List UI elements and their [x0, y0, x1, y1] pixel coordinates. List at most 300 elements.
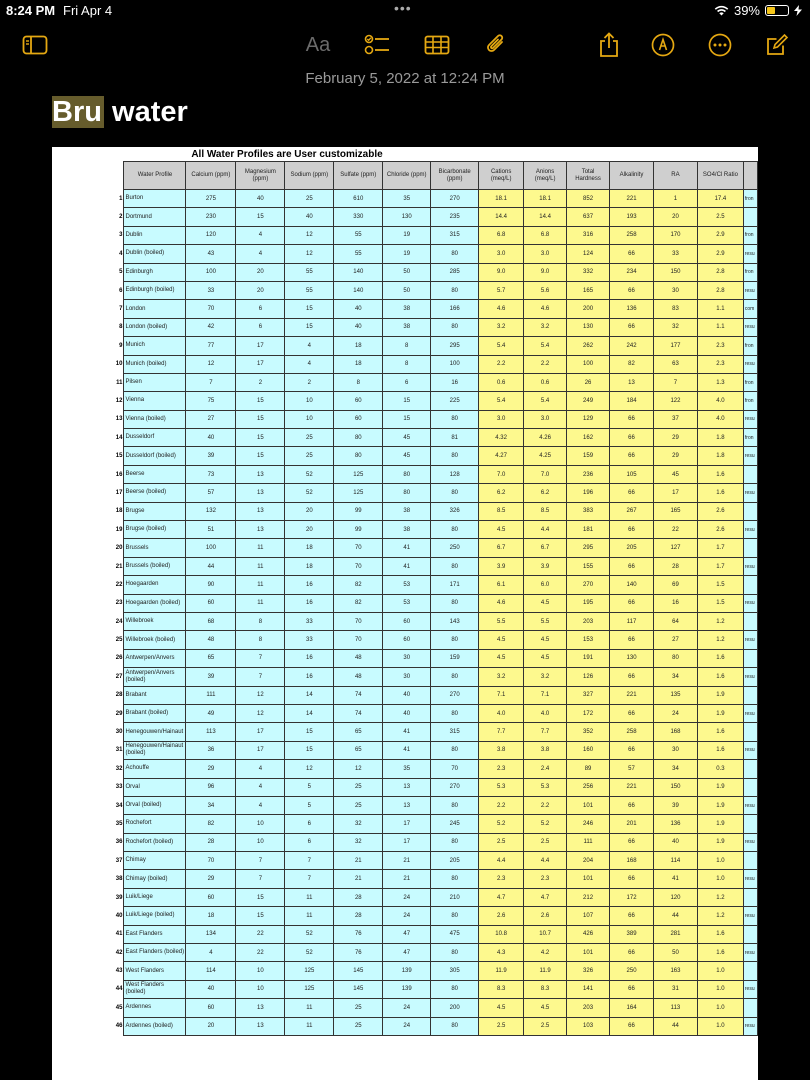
- table-cell: 28: [186, 833, 236, 851]
- table-cell: 1.7: [697, 539, 743, 557]
- table-cell: 170: [654, 226, 698, 244]
- table-cell: 38: [383, 502, 431, 520]
- toolbar: [0, 30, 810, 62]
- table-cell: 4.5: [479, 631, 524, 649]
- table-cell: 1.6: [697, 741, 743, 759]
- table-cell: 171: [431, 576, 479, 594]
- status-right: [714, 3, 802, 18]
- table-cell: 1.9: [697, 796, 743, 814]
- table-cell: 7.7: [524, 723, 567, 741]
- table-cell: 3.9: [524, 557, 567, 575]
- table-cell: 3.0: [479, 410, 524, 428]
- table-row: [108, 281, 758, 299]
- table-row: [108, 962, 758, 980]
- table-cell: 1.0: [697, 870, 743, 888]
- table-cell: 6: [383, 373, 431, 391]
- table-cell: 66: [610, 1017, 654, 1035]
- table-cell: 15: [285, 741, 334, 759]
- paperclip-icon[interactable]: [481, 30, 511, 60]
- table-cell: 7.1: [524, 686, 567, 704]
- column-header: RA: [654, 162, 698, 190]
- table-cell: 113: [186, 723, 236, 741]
- table-cell: 80: [431, 557, 479, 575]
- table-cell: resu: [743, 870, 757, 888]
- row-number: 3: [108, 226, 124, 244]
- table-cell: 66: [610, 557, 654, 575]
- table-cell: 45: [383, 429, 431, 447]
- table-cell: 236: [567, 465, 610, 483]
- row-number: 16: [108, 465, 124, 483]
- note-date: February 5, 2022 at 12:24 PM: [305, 70, 505, 87]
- table-cell: 166: [431, 300, 479, 318]
- table-cell: 3.9: [479, 557, 524, 575]
- table-cell: 120: [654, 888, 698, 906]
- table-cell: 6.8: [524, 226, 567, 244]
- table-cell: 38: [383, 318, 431, 336]
- table-cell: 28: [334, 907, 383, 925]
- table-cell: 3.0: [479, 245, 524, 263]
- table-cell: 21: [383, 852, 431, 870]
- row-number: 33: [108, 778, 124, 796]
- table-cell: 80: [431, 631, 479, 649]
- table-cell: 60: [186, 594, 236, 612]
- table-cell: 203: [567, 612, 610, 630]
- table-cell: 101: [567, 944, 610, 962]
- table-cell: 117: [610, 612, 654, 630]
- row-number: 29: [108, 704, 124, 722]
- table-cell: 13: [383, 796, 431, 814]
- table-cell: resu: [743, 980, 757, 998]
- table-cell: 7: [236, 649, 285, 667]
- row-number: 26: [108, 649, 124, 667]
- table-cell: 66: [610, 429, 654, 447]
- table-cell: 20: [654, 208, 698, 226]
- table-cell: 172: [610, 888, 654, 906]
- table-cell: 235: [431, 208, 479, 226]
- table-cell: 80: [334, 429, 383, 447]
- table-row: [108, 576, 758, 594]
- table-cell: 90: [186, 576, 236, 594]
- table-cell: 1.0: [697, 1017, 743, 1035]
- table-cell: 16: [285, 594, 334, 612]
- table-cell: 11: [236, 576, 285, 594]
- table-cell: 80: [431, 870, 479, 888]
- table-cell: 1.2: [697, 907, 743, 925]
- table-cell: 69: [654, 576, 698, 594]
- table-cell: 30: [654, 741, 698, 759]
- table-cell: 22: [654, 521, 698, 539]
- table-cell: 3.2: [524, 668, 567, 686]
- table-cell: 40: [186, 429, 236, 447]
- table-cell: 8: [236, 612, 285, 630]
- table-row: [108, 557, 758, 575]
- table-cell: 6: [236, 300, 285, 318]
- table-cell: 4: [236, 226, 285, 244]
- row-number: 1: [108, 190, 124, 208]
- format-button[interactable]: Aa: [305, 33, 331, 56]
- row-number: 2: [108, 208, 124, 226]
- table-cell: fron: [743, 392, 757, 410]
- table-cell: 80: [431, 410, 479, 428]
- table-cell: 4.4: [524, 852, 567, 870]
- table-cell: resu: [743, 741, 757, 759]
- table-cell: 15: [236, 392, 285, 410]
- table-row: [108, 944, 758, 962]
- markup-icon[interactable]: [648, 30, 678, 60]
- table-cell: 14: [285, 686, 334, 704]
- attached-document[interactable]: [52, 147, 758, 1080]
- table-cell: 39: [186, 668, 236, 686]
- table-cell: 4.6: [479, 300, 524, 318]
- table-cell: 262: [567, 337, 610, 355]
- table-cell: 100: [186, 263, 236, 281]
- table-row: [108, 263, 758, 281]
- table-row: [108, 796, 758, 814]
- profile-name-cell: Dortmund: [124, 208, 186, 226]
- table-cell: 76: [334, 944, 383, 962]
- table-cell: 12: [334, 760, 383, 778]
- row-number: 19: [108, 521, 124, 539]
- table-cell: 127: [654, 539, 698, 557]
- table-cell: 35: [383, 760, 431, 778]
- row-number: 12: [108, 392, 124, 410]
- table-cell: 17.4: [697, 190, 743, 208]
- table-cell: 10: [236, 962, 285, 980]
- table-cell: 2.6: [697, 521, 743, 539]
- table-cell: 2.3: [524, 870, 567, 888]
- table-cell: 82: [610, 355, 654, 373]
- table-cell: 57: [610, 760, 654, 778]
- table-cell: 18: [285, 557, 334, 575]
- table-cell: 270: [431, 778, 479, 796]
- table-cell: 38: [383, 300, 431, 318]
- table-cell: 6.0: [524, 576, 567, 594]
- table-cell: 195: [567, 594, 610, 612]
- table-cell: 4: [236, 778, 285, 796]
- multitasking-dots-icon[interactable]: •••: [394, 0, 412, 16]
- table-cell: 1.0: [697, 852, 743, 870]
- profile-name-cell: East Flanders: [124, 925, 186, 943]
- table-cell: 15: [236, 410, 285, 428]
- table-cell: 20: [285, 521, 334, 539]
- table-cell: 89: [567, 760, 610, 778]
- table-row: [108, 907, 758, 925]
- table-cell: 1.5: [697, 594, 743, 612]
- table-cell: 70: [186, 300, 236, 318]
- table-cell: 52: [285, 465, 334, 483]
- table-cell: 130: [567, 318, 610, 336]
- table-cell: [743, 962, 757, 980]
- table-cell: 6: [236, 318, 285, 336]
- table-cell: 66: [610, 741, 654, 759]
- profile-name-cell: Munich: [124, 337, 186, 355]
- table-cell: 80: [431, 484, 479, 502]
- table-cell: 60: [383, 612, 431, 630]
- row-number: 32: [108, 760, 124, 778]
- table-cell: 2: [236, 373, 285, 391]
- table-cell: 4: [236, 245, 285, 263]
- table-cell: 15: [236, 447, 285, 465]
- profile-name-cell: Dublin (boiled): [124, 245, 186, 263]
- title-rest: water: [103, 96, 188, 128]
- table-cell: 47: [383, 925, 431, 943]
- table-cell: 80: [431, 594, 479, 612]
- table-cell: 145: [334, 962, 383, 980]
- status-date: Fri Apr 4: [63, 3, 113, 18]
- table-cell: 8.5: [479, 502, 524, 520]
- table-cell: 5.2: [479, 815, 524, 833]
- table-cell: fron: [743, 190, 757, 208]
- table-cell: 40: [236, 190, 285, 208]
- table-cell: 30: [383, 649, 431, 667]
- table-cell: 29: [186, 760, 236, 778]
- table-cell: 637: [567, 208, 610, 226]
- table-cell: 150: [654, 263, 698, 281]
- table-row: [108, 1017, 758, 1035]
- table-cell: 100: [186, 539, 236, 557]
- table-cell: 330: [334, 208, 383, 226]
- table-cell: [743, 576, 757, 594]
- table-cell: 4.5: [479, 649, 524, 667]
- table-cell: 7.0: [524, 465, 567, 483]
- table-cell: 63: [654, 355, 698, 373]
- table-cell: 25: [334, 778, 383, 796]
- table-cell: resu: [743, 631, 757, 649]
- table-cell: 65: [334, 741, 383, 759]
- table-cell: 24: [383, 907, 431, 925]
- table-cell: 1.8: [697, 447, 743, 465]
- profile-name-cell: Vienna (boiled): [124, 410, 186, 428]
- table-cell: 24: [383, 1017, 431, 1035]
- table-row: [108, 870, 758, 888]
- table-cell: 2.5: [697, 208, 743, 226]
- table-cell: 80: [431, 245, 479, 263]
- table-cell: 57: [186, 484, 236, 502]
- table-cell: 34: [186, 796, 236, 814]
- table-cell: 2.5: [524, 1017, 567, 1035]
- table-cell: 82: [186, 815, 236, 833]
- table-cell: 36: [186, 741, 236, 759]
- table-body: [108, 190, 758, 1036]
- table-cell: 1.9: [697, 833, 743, 851]
- table-cell: 0.3: [697, 760, 743, 778]
- table-row: [108, 392, 758, 410]
- table-cell: 44: [186, 557, 236, 575]
- table-cell: 1.6: [697, 465, 743, 483]
- table-cell: 0.6: [479, 373, 524, 391]
- table-cell: 2.3: [479, 760, 524, 778]
- table-cell: 2.6: [479, 907, 524, 925]
- table-cell: 4.32: [479, 429, 524, 447]
- table-row: [108, 300, 758, 318]
- table-cell: 45: [654, 465, 698, 483]
- table-cell: 250: [431, 539, 479, 557]
- table-cell: 12: [236, 704, 285, 722]
- row-number: 10: [108, 355, 124, 373]
- row-number: 18: [108, 502, 124, 520]
- table-cell: 66: [610, 796, 654, 814]
- table-cell: 1.2: [697, 631, 743, 649]
- table-cell: 1.2: [697, 612, 743, 630]
- table-cell: 4.27: [479, 447, 524, 465]
- table-cell: 22: [236, 944, 285, 962]
- table-cell: 17: [236, 337, 285, 355]
- table-row: [108, 686, 758, 704]
- table-cell: resu: [743, 833, 757, 851]
- table-cell: 66: [610, 245, 654, 263]
- table-cell: 34: [654, 760, 698, 778]
- table-cell: 80: [431, 741, 479, 759]
- table-cell: 32: [334, 815, 383, 833]
- share-icon[interactable]: [594, 30, 624, 60]
- table-cell: fron: [743, 226, 757, 244]
- compose-icon[interactable]: [762, 30, 792, 60]
- table-cell: 11.9: [524, 962, 567, 980]
- profile-name-cell: Dublin: [124, 226, 186, 244]
- table-row: [108, 465, 758, 483]
- table-cell: 5.3: [524, 778, 567, 796]
- row-number: 41: [108, 925, 124, 943]
- status-time: 8:24 PM: [6, 3, 56, 18]
- table-cell: 1.6: [697, 925, 743, 943]
- table-row: [108, 631, 758, 649]
- table-cell: 19: [383, 226, 431, 244]
- table-cell: 4.4: [479, 852, 524, 870]
- row-number: 27: [108, 668, 124, 686]
- row-number: 11: [108, 373, 124, 391]
- table-cell: 270: [431, 686, 479, 704]
- table-cell: 17: [654, 484, 698, 502]
- table-cell: 44: [654, 1017, 698, 1035]
- table-cell: 1.1: [697, 300, 743, 318]
- row-number: 45: [108, 999, 124, 1017]
- table-cell: 55: [334, 226, 383, 244]
- row-number: 28: [108, 686, 124, 704]
- table-cell: 1.6: [697, 484, 743, 502]
- table-cell: 66: [610, 870, 654, 888]
- profile-name-cell: Antwerpen/Anvers (boiled): [124, 668, 186, 686]
- table-cell: 100: [567, 355, 610, 373]
- checklist-icon[interactable]: [362, 30, 392, 60]
- table-cell: 225: [431, 392, 479, 410]
- table-cell: 168: [654, 723, 698, 741]
- table-cell: 2.8: [697, 263, 743, 281]
- table-cell: 4.0: [697, 392, 743, 410]
- table-cell: 66: [610, 980, 654, 998]
- table-cell: 5.6: [524, 281, 567, 299]
- table-cell: 1.0: [697, 999, 743, 1017]
- table-cell: 1.6: [697, 944, 743, 962]
- table-cell: 33: [285, 631, 334, 649]
- table-cell: 7: [236, 852, 285, 870]
- table-cell: 6.2: [524, 484, 567, 502]
- table-cell: 4.7: [524, 888, 567, 906]
- table-cell: 140: [610, 576, 654, 594]
- table-cell: 1.8: [697, 429, 743, 447]
- profile-name-cell: Brabant (boiled): [124, 704, 186, 722]
- table-cell: 7: [285, 870, 334, 888]
- profile-name-cell: Pilsen: [124, 373, 186, 391]
- table-cell: 111: [567, 833, 610, 851]
- table-cell: resu: [743, 557, 757, 575]
- table-cell: 125: [285, 980, 334, 998]
- row-number: 38: [108, 870, 124, 888]
- table-cell: 2.9: [697, 226, 743, 244]
- table-cell: 65: [334, 723, 383, 741]
- table-cell: 128: [431, 465, 479, 483]
- table-cell: 77: [186, 337, 236, 355]
- table-cell: 1.6: [697, 723, 743, 741]
- table-cell: 475: [431, 925, 479, 943]
- table-cell: resu: [743, 1017, 757, 1035]
- table-cell: 70: [431, 760, 479, 778]
- profile-name-cell: Vienna: [124, 392, 186, 410]
- table-cell: resu: [743, 410, 757, 428]
- sidebar-icon[interactable]: [20, 30, 50, 60]
- table-icon[interactable]: [422, 30, 452, 60]
- table-cell: 66: [610, 484, 654, 502]
- row-number: 31: [108, 741, 124, 759]
- table-cell: 16: [285, 649, 334, 667]
- table-cell: 4.4: [524, 521, 567, 539]
- table-cell: 25: [285, 429, 334, 447]
- note-title[interactable]: [52, 96, 188, 129]
- profile-name-cell: Edinburgh: [124, 263, 186, 281]
- table-cell: 125: [334, 484, 383, 502]
- table-cell: 200: [567, 300, 610, 318]
- table-cell: 41: [383, 741, 431, 759]
- column-header: Sodium (ppm): [285, 162, 334, 190]
- table-cell: 201: [610, 815, 654, 833]
- table-cell: 163: [654, 962, 698, 980]
- table-cell: 4: [285, 355, 334, 373]
- table-cell: 242: [610, 337, 654, 355]
- table-cell: 39: [186, 447, 236, 465]
- table-cell: 33: [654, 245, 698, 263]
- table-cell: 13: [383, 778, 431, 796]
- table-cell: 5.4: [479, 337, 524, 355]
- table-cell: 13: [236, 1017, 285, 1035]
- table-cell: 15: [285, 300, 334, 318]
- table-cell: [743, 465, 757, 483]
- table-cell: 80: [654, 649, 698, 667]
- table-cell: 34: [654, 668, 698, 686]
- row-number: 8: [108, 318, 124, 336]
- table-cell: 193: [610, 208, 654, 226]
- row-number: 14: [108, 429, 124, 447]
- more-icon[interactable]: [705, 30, 735, 60]
- table-cell: 205: [431, 852, 479, 870]
- table-cell: 4.25: [524, 447, 567, 465]
- row-number: 17: [108, 484, 124, 502]
- row-number: 44: [108, 980, 124, 998]
- table-cell: 4: [285, 337, 334, 355]
- table-cell: resu: [743, 281, 757, 299]
- table-cell: 16: [285, 576, 334, 594]
- table-cell: 66: [610, 833, 654, 851]
- table-cell: 11: [236, 594, 285, 612]
- table-cell: resu: [743, 594, 757, 612]
- profile-name-cell: Luik/Liege (boiled): [124, 907, 186, 925]
- table-cell: 305: [431, 962, 479, 980]
- table-cell: 134: [186, 925, 236, 943]
- table-cell: 281: [654, 925, 698, 943]
- table-cell: 66: [610, 704, 654, 722]
- table-cell: 4.3: [479, 944, 524, 962]
- table-cell: 10: [236, 980, 285, 998]
- battery-fill: [767, 7, 775, 14]
- table-cell: [743, 925, 757, 943]
